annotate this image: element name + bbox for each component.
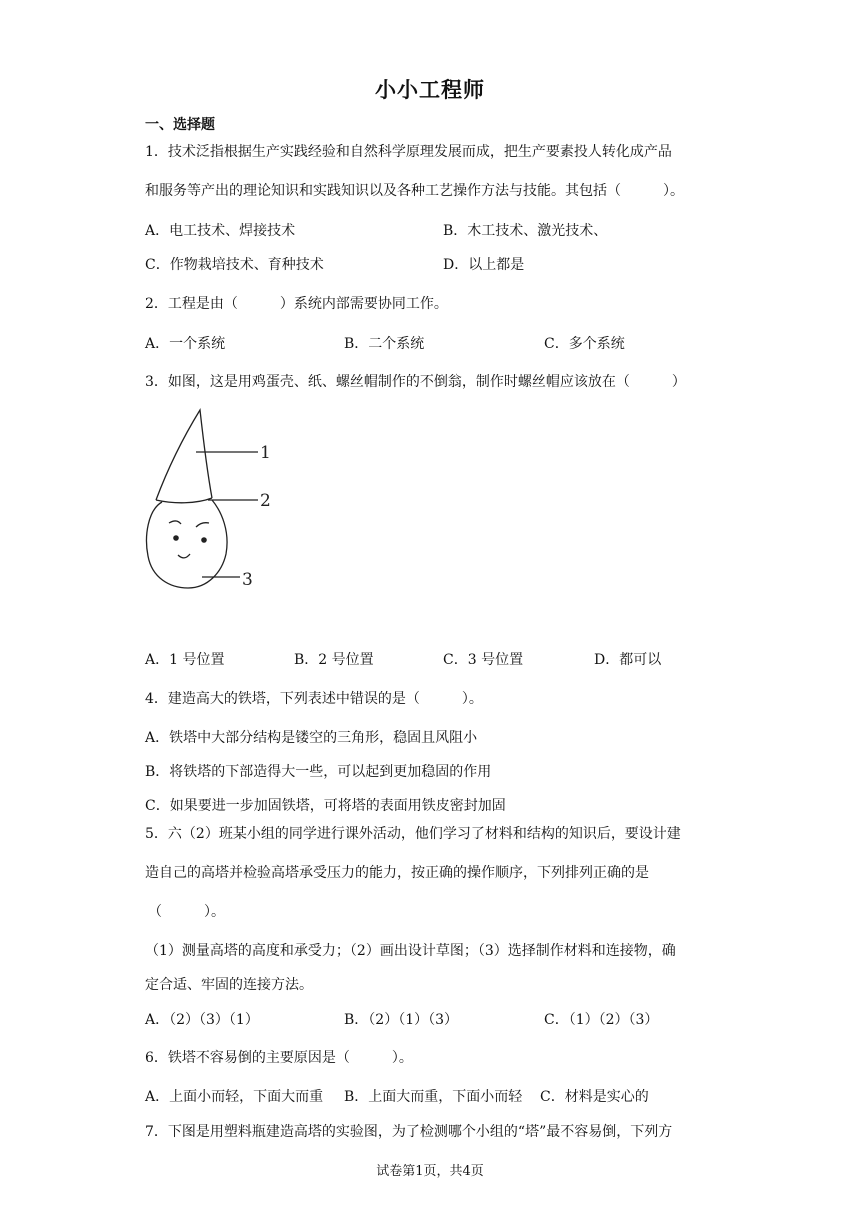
q3-stem: 3．如图，这是用鸡蛋壳、纸、螺丝帽制作的不倒翁，制作时螺丝帽应该放在（ ）	[145, 374, 686, 390]
q2-option-a: A．一个系统	[145, 336, 226, 352]
q5-stem-line1: 5．六（2）班某小组的同学进行课外活动，他们学习了材料和结构的知识后，要设计建	[145, 826, 681, 842]
q3-option-a: A．1 号位置	[145, 652, 225, 668]
q5-option-b: B．（2）（1）（3）	[344, 1012, 459, 1028]
q3-option-d: D．都可以	[594, 652, 662, 668]
left-eye	[173, 535, 179, 541]
q3-option-c: C．3 号位置	[443, 652, 524, 668]
figure-label-2: 2	[260, 491, 271, 511]
section-heading: 一、选择题	[145, 117, 215, 133]
cone-brim	[156, 498, 212, 503]
figure-label-1: 1	[260, 443, 271, 463]
right-eye	[201, 537, 207, 543]
q4-option-c: C．如果要进一步加固铁塔，可将塔的表面用铁皮密封加固	[145, 798, 506, 814]
mouth	[178, 554, 190, 558]
q6-option-c: C．材料是实心的	[540, 1089, 649, 1105]
figure-label-3: 3	[242, 570, 253, 590]
q2-option-c: C．多个系统	[544, 336, 625, 352]
q1-option-b: B．木工技术、激光技术、	[443, 223, 608, 239]
q5-steps-line2: 定合适、牢固的连接方法。	[145, 977, 313, 993]
q2-option-b: B．二个系统	[344, 336, 425, 352]
q4-option-a: A．铁塔中大部分结构是镂空的三角形，稳固且风阻小	[145, 730, 478, 746]
q6-option-a: A．上面小而轻，下面大而重	[145, 1089, 324, 1105]
q2-stem: 2．工程是由（ ）系统内部需要协同工作。	[145, 296, 448, 312]
q1-stem-line1: 1．技术泛指根据生产实践经验和自然科学原理发展而成，把生产要素投人转化成产品	[145, 144, 672, 160]
right-eyebrow	[196, 523, 209, 527]
q1-option-c: C．作物栽培技术、育种技术	[145, 257, 324, 273]
q1-stem-line2: 和服务等产出的理论知识和实践知识以及各种工艺操作方法与技能。其包括（ ）。	[145, 183, 684, 199]
q5-stem-line3: （ ）。	[148, 904, 225, 920]
eggshell-body	[147, 500, 228, 588]
q5-option-c: C．（1）（2）（3）	[544, 1012, 659, 1028]
q1-option-d: D．以上都是	[443, 257, 525, 273]
q7-stem-line1: 7．下图是用塑料瓶建造高塔的实验图，为了检测哪个小组的“塔”最不容易倒，下列方	[145, 1124, 673, 1140]
q4-stem: 4．建造高大的铁塔，下列表述中错误的是（ ）。	[145, 691, 483, 707]
q5-option-a: A．（2）（3）（1）	[145, 1012, 259, 1028]
q5-steps-line1: （1）测量高塔的高度和承受力；（2）画出设计草图；（3）选择制作材料和连接物，确	[145, 943, 676, 959]
page-footer: 试卷第1页，共4页	[376, 1164, 484, 1179]
q3-option-b: B．2 号位置	[294, 652, 374, 668]
left-eyebrow	[169, 521, 181, 524]
q1-option-a: A．电工技术、焊接技术	[145, 223, 296, 239]
tumbler-figure	[140, 406, 290, 596]
paper-cone	[156, 410, 212, 500]
q6-stem: 6．铁塔不容易倒的主要原因是（ ）。	[145, 1050, 413, 1066]
q5-stem-line2: 造自己的高塔并检验高塔承受压力的能力，按正确的操作顺序，下列排列正确的是	[145, 865, 649, 881]
q4-option-b: B．将铁塔的下部造得大一些，可以起到更加稳固的作用	[145, 764, 492, 780]
page-title: 小小工程师	[375, 78, 485, 102]
q6-option-b: B．上面大而重，下面小而轻	[344, 1089, 523, 1105]
